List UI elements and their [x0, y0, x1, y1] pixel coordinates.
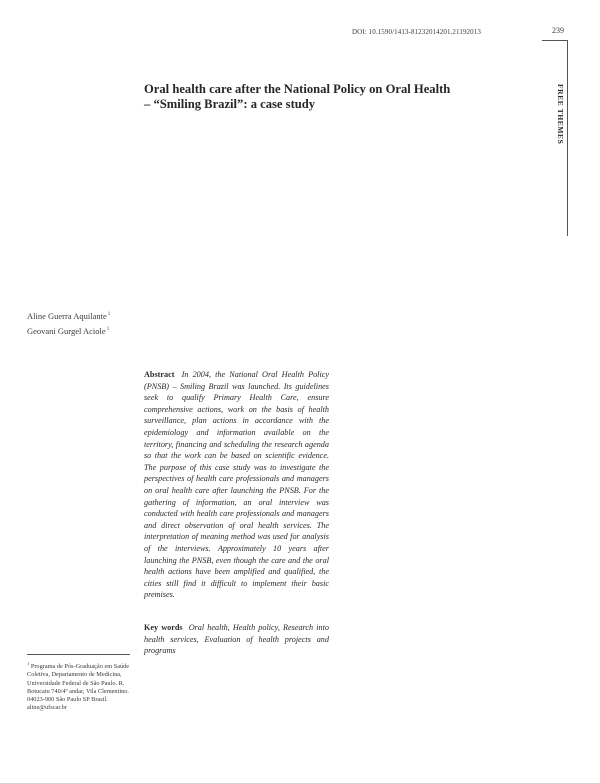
keywords-text: Oral health, Health policy, Research into health services, Evaluation of health projects and programs — [144, 623, 329, 656]
author-affiliation-mark: 1 — [106, 327, 110, 332]
keywords — [144, 622, 329, 657]
footnote-divider — [27, 654, 130, 655]
footnote-mark: 1 — [27, 661, 30, 666]
author-list — [27, 308, 110, 338]
footnote-text: Programa de Pós-Graduação em Saúde Coletiva, Departamento de Medicina, Universidade Federal de São Paulo. R. Botucatu 740/4º andar, Vila Clementino. 04023-900 São Paulo SP Brasil. aline@ufscar.br — [27, 663, 130, 712]
author-affiliation-mark: 1 — [107, 312, 111, 317]
article-title-line-2: – “Smiling Brazil”: a case study — [144, 96, 316, 111]
article-title — [144, 82, 464, 111]
section-rule-vertical — [567, 40, 568, 236]
article-title-line-1: Oral health care after the National Policy on Oral Health — [144, 82, 451, 96]
keywords-label: Key words — [144, 623, 183, 632]
author — [27, 308, 110, 323]
abstract-label: Abstract — [144, 370, 175, 379]
author — [27, 323, 110, 338]
author-name: Aline Guerra Aquilante — [27, 311, 107, 321]
section-rule-horizontal — [542, 40, 568, 41]
abstract-text: In 2004, the National Oral Health Policy (PNSB) – Smiling Brazil was launched. Its guidelines seek to qualify Primary Health Care, ensure comprehensive actions, work on the basis of health surveillance, plan actions in accordance with the epidemiology and information available on the territory, financing and scheduling the research agenda so that the work can be based on scientific evidence. The purpose of this case study was to investigate the perspectives of health care professionals and managers on oral health care after launching the PNSB. For the gathering of information, an oral interview was conducted with health care professionals and managers and direct observation of oral health services. The interpretation of meaning method was used for analysis of the interviews. Approximately 10 years after launching the PNSB, even though the care and the oral health actions have been amplified and qualified, the cities still find it difficult to implement their basic premises. — [144, 370, 329, 600]
doi-reference: DOI: 10.1590/1413-81232014201.21192013 — [352, 28, 481, 36]
abstract — [144, 369, 329, 601]
section-label: FREE THEMES — [556, 84, 565, 145]
author-name: Geovani Gurgel Aciole — [27, 326, 106, 336]
affiliation-footnote — [27, 660, 131, 713]
page-number: 239 — [552, 26, 564, 35]
